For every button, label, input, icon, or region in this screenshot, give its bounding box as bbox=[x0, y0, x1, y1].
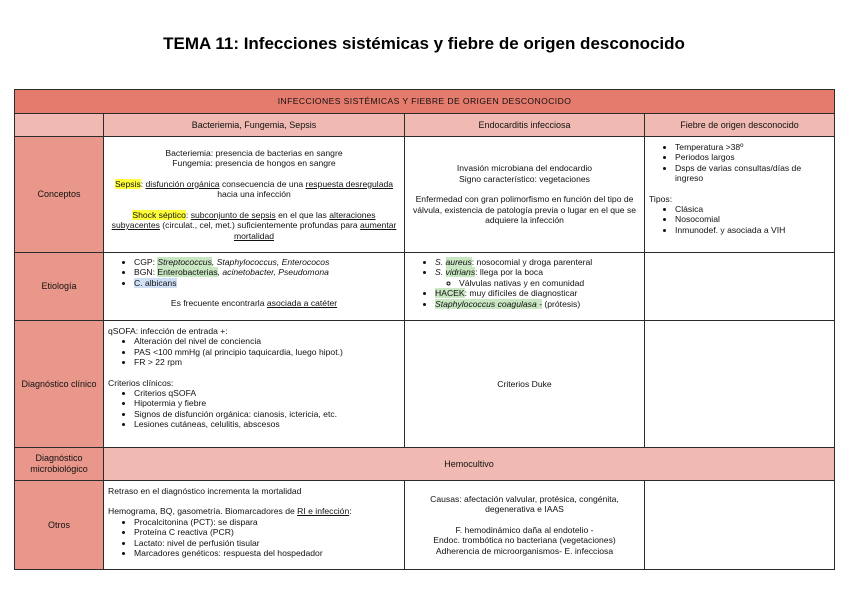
cell-conceptos-endocarditis bbox=[405, 137, 645, 253]
list-item: • Criterios qSOFA bbox=[134, 388, 400, 398]
column-header-sepsis: Bacteriemia, Fungemia, Sepsis bbox=[104, 114, 405, 137]
text-fragment: Es frecuente encontrarla bbox=[170, 298, 267, 309]
list-item: • Clásica bbox=[675, 204, 830, 214]
cell-diag-clinico-fod bbox=[645, 321, 835, 448]
text-tipos: Tipos: bbox=[649, 193, 673, 204]
cell-conceptos-sepsis bbox=[104, 137, 405, 253]
list-item: ◦ Válvulas nativas y en comunidad bbox=[459, 278, 640, 288]
list-item bbox=[134, 278, 400, 288]
page-title: TEMA 11: Infecciones sistémicas y fiebre de origen desconocido bbox=[163, 34, 685, 53]
text-causas: Causas: afectación valvular, protésica, congénita, degenerativa e IAAS bbox=[430, 493, 619, 515]
text-biomarcadores bbox=[108, 506, 400, 516]
list-item bbox=[435, 288, 640, 298]
highlight-vidrians: vidrians bbox=[445, 267, 476, 278]
text-fragment: : bbox=[140, 178, 146, 189]
text-fragment: S. bbox=[435, 267, 446, 278]
list-item: • Signos de disfunción orgánica: cianosis, ictericia, etc. bbox=[134, 409, 400, 419]
column-header-fod: Fiebre de origen desconocido bbox=[645, 114, 835, 137]
column-header-row bbox=[15, 114, 835, 137]
text-bacteriemia: Bacteriemia: presencia de bacterias en sangre bbox=[165, 148, 343, 159]
highlight-enterobacterias: Enterobacterias bbox=[157, 267, 218, 278]
cell-diag-clinico-sepsis bbox=[104, 321, 405, 448]
text-fragment: S. bbox=[435, 257, 446, 267]
underline-alteraciones: alteraciones subyacentes bbox=[111, 209, 376, 231]
list-item: • PAS <100 mmHg (al principio taquicardia, luego hipot.) bbox=[134, 347, 400, 357]
vidrians-sublist bbox=[435, 278, 640, 288]
underline-cateter: asociada a catéter bbox=[266, 298, 338, 309]
list-item: • Temperatura >38º bbox=[675, 142, 830, 152]
list-item bbox=[435, 257, 640, 267]
text-fragment: : muy difíciles de diagnosticar bbox=[464, 288, 578, 299]
qsofa-list bbox=[108, 336, 400, 367]
list-item: • Inmunodef. y asociada a VIH bbox=[675, 225, 830, 235]
list-item: • Alteración del nivel de conciencia bbox=[134, 336, 400, 346]
row-conceptos bbox=[15, 137, 835, 253]
highlight-hacek: HACEK bbox=[435, 288, 465, 299]
highlight-candida: C. albicans bbox=[134, 277, 177, 288]
text-fragment: : llega por la boca bbox=[475, 267, 543, 278]
text-fragment: Hemograma, BQ, gasometría. Biomarcadores de bbox=[108, 506, 298, 517]
cell-otros-endocarditis bbox=[405, 481, 645, 570]
text-fragment: consecuencia de una bbox=[219, 178, 306, 189]
column-header-endocarditis: Endocarditis infecciosa bbox=[405, 114, 645, 137]
row-label-etiologia: Etiología bbox=[15, 253, 104, 321]
text-criterios: Criterios clínicos: bbox=[108, 377, 174, 388]
table-header: INFECCIONES SISTÉMICAS Y FIEBRE DE ORIGEN DESCONOCIDO bbox=[15, 90, 835, 114]
list-item: • Marcadores genéticos: respuesta del hospedador bbox=[134, 548, 400, 558]
text-fungemia: Fungemia: presencia de hongos en sangre bbox=[172, 158, 336, 169]
text-fragment: : bbox=[349, 506, 352, 517]
cell-hemocultivo: Hemocultivo bbox=[104, 448, 835, 481]
text-fragment: : bbox=[185, 209, 191, 220]
list-item bbox=[134, 267, 400, 277]
text-fragment: , Staphylococcus, Enterococos bbox=[211, 257, 330, 267]
highlight-shock: Shock séptico bbox=[132, 209, 186, 220]
row-label-diag-clinico: Diagnóstico clínico bbox=[15, 321, 104, 448]
list-item: • FR > 22 rpm bbox=[134, 357, 400, 367]
row-label-diag-micro: Diagnóstico microbiológico bbox=[15, 448, 104, 481]
highlight-staph-coagulasa: Staphylococcus coagulasa - bbox=[435, 298, 543, 309]
list-item: • Lactato: nivel de perfusión tisular bbox=[134, 538, 400, 548]
text-cateter bbox=[108, 298, 400, 308]
row-diag-clinico bbox=[15, 321, 835, 448]
cell-conceptos-fod bbox=[645, 137, 835, 253]
text-fragment: CGP: bbox=[134, 257, 158, 267]
text-adherencia: Adherencia de microorganismos- E. infecciosa bbox=[435, 545, 614, 556]
fod-types-list bbox=[649, 204, 830, 235]
row-diag-micro bbox=[15, 448, 835, 481]
row-etiologia bbox=[15, 253, 835, 321]
cell-etiologia-endocarditis bbox=[405, 253, 645, 321]
corner-cell bbox=[15, 114, 104, 137]
etiologia-endocarditis-list bbox=[409, 257, 640, 309]
summary-table bbox=[14, 89, 835, 570]
underline-ri: RI e infección bbox=[297, 506, 350, 517]
text-fragment: (circulat., cel, met.) suficientemente profundas para bbox=[159, 220, 361, 231]
text-fragment: en el que las bbox=[275, 209, 330, 220]
highlight-sepsis: Sepsis bbox=[114, 178, 141, 189]
list-item: • Procalcitonina (PCT): se dispara bbox=[134, 517, 400, 527]
underline-mortalidad: aumentar mortalidad bbox=[233, 220, 397, 241]
list-item bbox=[134, 257, 400, 267]
list-item: • Periodos largos bbox=[675, 152, 830, 162]
etiologia-sepsis-list bbox=[108, 257, 400, 288]
criterios-list bbox=[108, 388, 400, 430]
highlight-aureus: aureus bbox=[445, 257, 472, 267]
text-shock-definition bbox=[108, 210, 400, 241]
cell-diag-clinico-endocarditis: Criterios Duke bbox=[405, 321, 645, 448]
underline-respuesta: respuesta desregulada bbox=[305, 178, 394, 189]
text-fragment: : nosocomial y droga parenteral bbox=[471, 257, 593, 267]
row-otros bbox=[15, 481, 835, 570]
list-item bbox=[435, 267, 640, 288]
text-polimorfismo: Enfermedad con gran polimorfismo en función del tipo de válvula, existencia de patología previa o lugar en el que se adquiere la infección bbox=[412, 194, 637, 226]
list-item: • Dsps de varias consultas/días de ingreso bbox=[675, 163, 830, 184]
text-fragment: hacia una infección bbox=[217, 189, 291, 200]
underline-disfuncion: disfunción orgánica bbox=[145, 178, 220, 189]
text-f-hemodinamico: F. hemodinámico daña al endotelio - bbox=[455, 524, 594, 535]
list-item: • Hipotermia y fiebre bbox=[134, 398, 400, 408]
list-item bbox=[435, 299, 640, 309]
text-fragment: , acinetobacter, Pseudomona bbox=[217, 267, 329, 278]
text-invasion: Invasión microbiana del endocardio bbox=[456, 163, 593, 174]
text-fragment: BGN: bbox=[134, 267, 158, 278]
text-retraso: Retraso en el diagnóstico incrementa la mortalidad bbox=[108, 486, 302, 496]
row-label-conceptos: Conceptos bbox=[15, 137, 104, 253]
highlight-streptococcus: Streptococcus bbox=[157, 257, 212, 267]
cell-otros-fod bbox=[645, 481, 835, 570]
cell-etiologia-sepsis bbox=[104, 253, 405, 321]
underline-subconjunto: subconjunto de sepsis bbox=[190, 209, 276, 220]
text-sepsis-definition bbox=[108, 179, 400, 200]
table-header-row bbox=[15, 90, 835, 114]
list-item: • Nosocomial bbox=[675, 214, 830, 224]
biomarcadores-list bbox=[108, 517, 400, 559]
row-label-otros: Otros bbox=[15, 481, 104, 570]
text-fragment: (prótesis) bbox=[542, 298, 581, 309]
text-signo: Signo característico: vegetaciones bbox=[459, 173, 590, 184]
cell-etiologia-fod bbox=[645, 253, 835, 321]
text-qsofa: qSOFA: infección de entrada +: bbox=[108, 326, 228, 336]
cell-otros-sepsis bbox=[104, 481, 405, 570]
text-endoc-trombotica: Endoc. trombótica no bacteriana (vegetaciones) bbox=[433, 535, 616, 546]
list-item: • Proteína C reactiva (PCR) bbox=[134, 527, 400, 537]
list-item: • Lesiones cutáneas, celulitis, abscesos bbox=[134, 419, 400, 429]
fod-criteria-list bbox=[649, 142, 830, 184]
